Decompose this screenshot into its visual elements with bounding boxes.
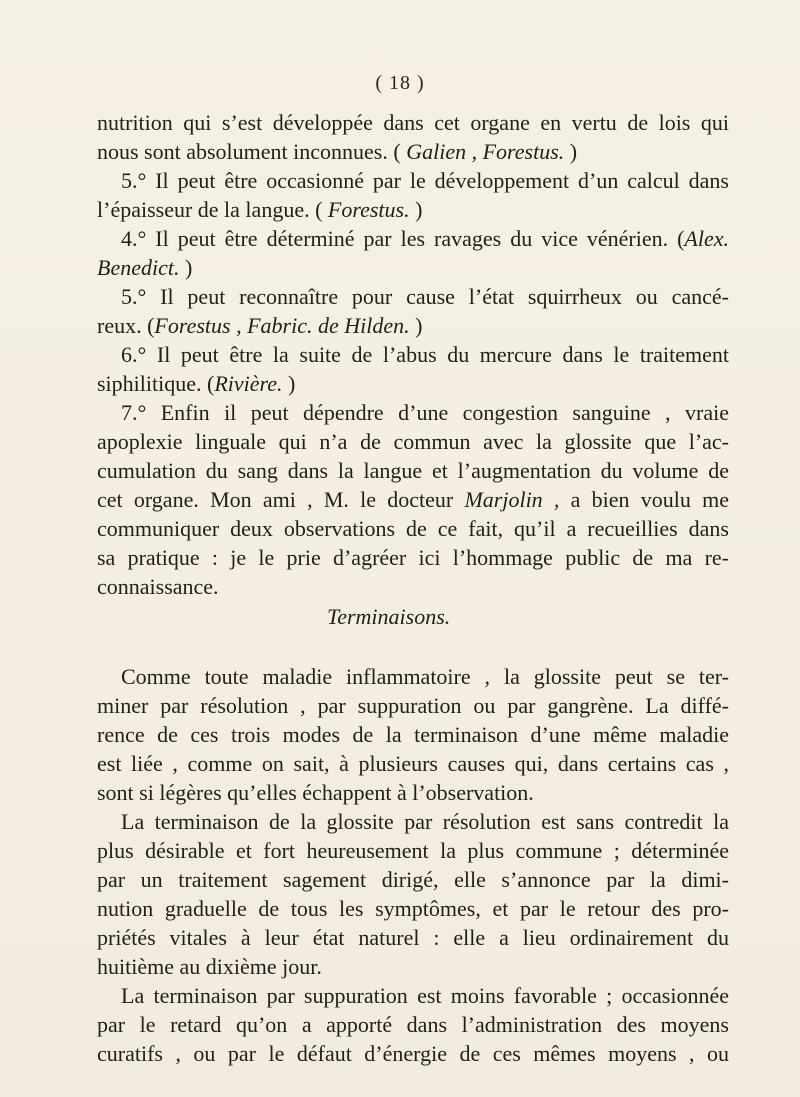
text-line-16: sa pratique : je le prie d’agréer ici l’hommage public de ma re-	[97, 545, 729, 570]
text-segment: )	[409, 197, 423, 222]
text-segment: a bien voulu me	[559, 487, 729, 512]
text-line-1: nutrition qui s’est développée dans cet organe en vertu de lois qui	[97, 110, 729, 135]
text-line-24: plus désirable et fort heureusement la plus commune ; déterminée	[97, 838, 729, 863]
text-line-25: par un traitement sagement dirigé, elle s’annonce par la dimi-	[97, 867, 729, 892]
text-line-26: nution graduelle de tous les symptômes, et par le retour des pro-	[97, 896, 729, 921]
text-line-19: miner par résolution , par suppuration ou par gangrène. La diffé-	[97, 693, 729, 718]
text-segment: )	[409, 313, 423, 338]
text-line-8	[97, 311, 729, 340]
section-heading: Terminaisons.	[327, 604, 451, 629]
text-line-10	[97, 369, 729, 398]
text-line-11: 7.° Enfin il peut dépendre d’une congestion sanguine , vraie	[121, 400, 729, 425]
text-segment: nous sont absolument inconnues. (	[97, 139, 401, 164]
text-line-17: connaissance.	[97, 574, 219, 599]
text-segment: )	[282, 371, 296, 396]
text-segment: cet organe. Mon ami , M. le docteur	[97, 487, 465, 512]
text-line-7: 5.° Il peut reconnaître pour cause l’état squirrheux ou cancé-	[121, 284, 729, 309]
text-line-27: priétés vitales à leur état naturel : elle a lieu ordinairement du	[97, 925, 729, 950]
text-line-28: huitième au dixième jour.	[97, 954, 322, 979]
citation: Benedict.	[97, 255, 180, 280]
text-line-18: Comme toute maladie inflammatoire , la glossite peut se ter-	[121, 664, 729, 689]
text-line-23: La terminaison de la glossite par résolution est sans contredit la	[121, 809, 729, 834]
text-segment: 4.° Il peut être déterminé par les ravages du vice vénérien. (	[121, 226, 685, 251]
page-number: ( 18 )	[375, 72, 425, 94]
body-text	[97, 108, 729, 1068]
text-segment: siphilitique. (	[97, 371, 215, 396]
text-line-9: 6.° Il peut être la suite de l’abus du mercure dans le traitement	[121, 342, 729, 367]
text-line-30: par le retard qu’on a apporté dans l’administration des moyens	[97, 1012, 729, 1037]
text-segment: )	[564, 139, 578, 164]
text-segment: reux. (	[97, 313, 155, 338]
citation: Forestus.	[327, 197, 410, 222]
text-line-20: rence de ces trois modes de la terminaison d’une même maladie	[97, 722, 729, 747]
text-line-22: sont si légères qu’elles échappent à l’observation.	[97, 780, 534, 805]
citation: Galien , Forestus.	[406, 139, 565, 164]
text-line-6	[97, 253, 729, 282]
text-line-15: communiquer deux observations de ce fait, qu’il a recueillies dans	[97, 516, 729, 541]
text-line-21: est liée , comme on sait, à plusieurs causes qui, dans certains cas ,	[97, 751, 729, 776]
citation: Forestus , Fabric. de Hilden.	[154, 313, 410, 338]
text-line-4	[97, 195, 729, 224]
text-line-3: 5.° Il peut être occasionné par le développement d’un calcul dans	[121, 168, 729, 193]
citation: Alex.	[684, 226, 729, 251]
text-line-12: apoplexie linguale qui n’a de commun avec la glossite que l’ac-	[97, 429, 729, 454]
text-segment: l’épaisseur de la langue. (	[97, 197, 323, 222]
text-line-2	[97, 137, 729, 166]
text-line-14	[97, 485, 729, 514]
text-segment: )	[179, 255, 193, 280]
text-line-29: La terminaison par suppuration est moins favorable ; occasionnée	[121, 983, 729, 1008]
text-line-5	[97, 224, 729, 253]
citation: Rivière.	[214, 371, 283, 396]
text-line-31: curatifs , ou par le défaut d’énergie de ces mêmes moyens , ou	[97, 1041, 729, 1066]
section-spacer	[97, 633, 729, 662]
text-line-13: cumulation du sang dans la langue et l’augmentation du volume de	[97, 458, 729, 483]
person-name: Marjolin ,	[464, 487, 560, 512]
